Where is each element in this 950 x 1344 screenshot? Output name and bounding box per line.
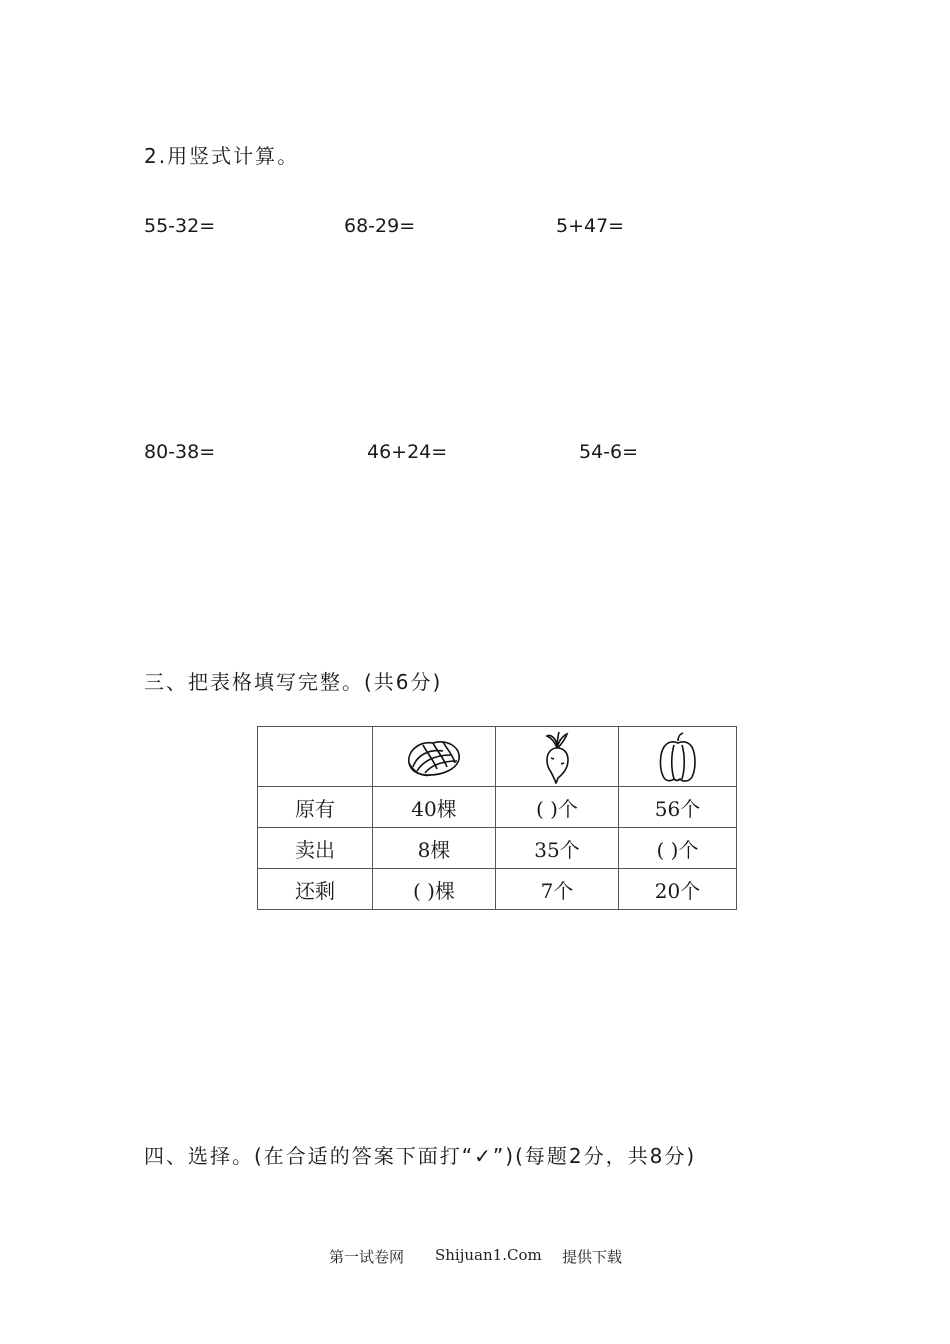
table-cell: 20个 bbox=[619, 869, 737, 910]
section-3-title: 三、把表格填写完整。(共6分) bbox=[144, 670, 443, 694]
expression-4: 80-38= bbox=[144, 441, 216, 463]
table-cell: 56个 bbox=[619, 787, 737, 828]
table-row-sold bbox=[258, 828, 737, 869]
table-cell: ( )棵 bbox=[373, 869, 496, 910]
radish-header-cell bbox=[496, 727, 619, 787]
expression-1: 55-32= bbox=[144, 215, 216, 237]
table-row-remaining bbox=[258, 869, 737, 910]
table-cell: 8棵 bbox=[373, 828, 496, 869]
cabbage-header-cell bbox=[373, 727, 496, 787]
expression-6: 54-6= bbox=[579, 441, 639, 463]
row-label: 卖出 bbox=[258, 828, 373, 869]
pepper-header-cell bbox=[619, 727, 737, 787]
cabbage-icon bbox=[403, 733, 465, 781]
table-cell: ( )个 bbox=[496, 787, 619, 828]
section-4-title: 四、选择。(在合适的答案下面打“✓”)(每题2分，共8分) bbox=[144, 1144, 697, 1168]
row-label: 还剩 bbox=[258, 869, 373, 910]
table-row-original bbox=[258, 787, 737, 828]
row-label: 原有 bbox=[258, 787, 373, 828]
table-cell: 35个 bbox=[496, 828, 619, 869]
radish-icon bbox=[537, 730, 577, 784]
expression-5: 46+24= bbox=[367, 441, 448, 463]
table-header-row bbox=[258, 727, 737, 787]
expression-3: 5+47= bbox=[556, 215, 625, 237]
footer-site-cn: 第一试卷网 bbox=[329, 1248, 405, 1266]
table-cell: 40棵 bbox=[373, 787, 496, 828]
question-2-title: 2.用竖式计算。 bbox=[144, 144, 300, 168]
footer-note: 提供下载 bbox=[562, 1248, 623, 1266]
table-corner-cell bbox=[258, 727, 373, 787]
vegetable-table bbox=[257, 726, 737, 910]
pepper-icon bbox=[656, 731, 700, 783]
expression-2: 68-29= bbox=[344, 215, 416, 237]
table-cell: 7个 bbox=[496, 869, 619, 910]
table-cell: ( )个 bbox=[619, 828, 737, 869]
footer-site-en: Shijuan1.Com bbox=[435, 1246, 542, 1264]
